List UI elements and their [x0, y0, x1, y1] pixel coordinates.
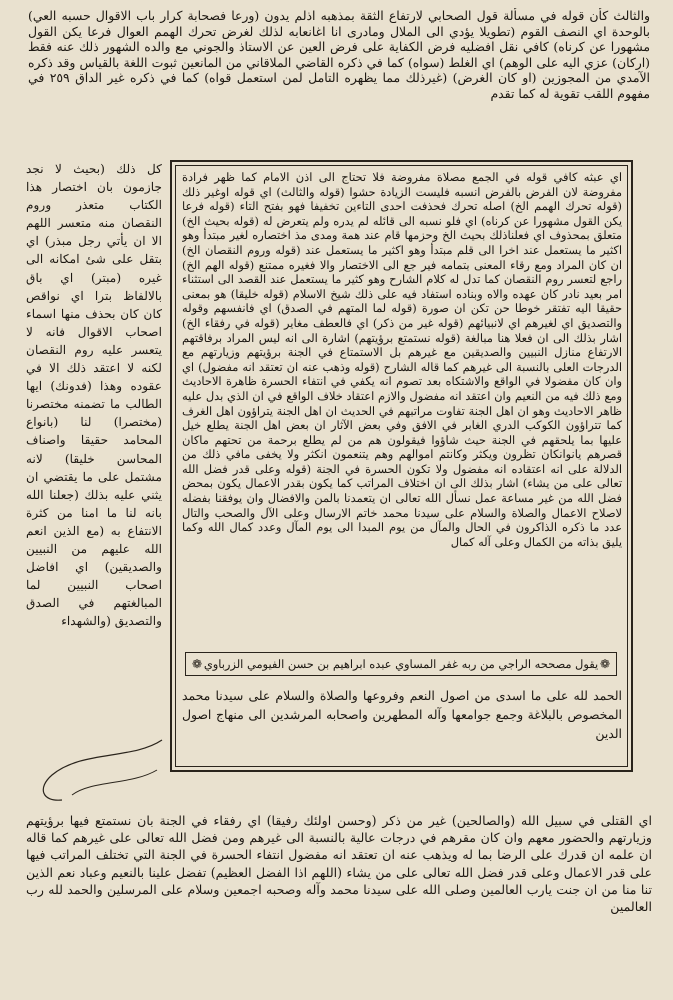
- closing-doxology: الحمد لله على ما اسدى من اصول النعم وفروعها والصلاة والسلام على سيدنا محمد المخصوص بالبلاغة وجمع جوامعها وآله المطهرين واصحابه المرشدين الى منهاج اصول الدين: [182, 688, 622, 741]
- margin-flourish-icon: [22, 730, 172, 810]
- main-text-bottom: اي القتلى في سبيل الله (والصالحين) غير من ذكر (وحسن اولئك رفيقا) اي رفقاء في الجنة بان نستمتع فيها برؤيتهم وزيارتهم والحضور معهم وان كان مقرهم في درجات عالية بالنسبة الى غيرهم ومن فضل الله تعالى على غيرهم كما قاله ان علمه ان قدرك على الرضا بما له ويذهب عنه ان تعتقد انه مفضول انتفاء الحسرة في الجنة التي تختلف المراتب فيها على قدر الاعمال وعلى قدر فضل الله تعالى على من يشاء (اللهم اذا الفضل العظيم) تفضل علينا بالنعيم وعباد نعم الذين تنا منا من ان جنت يارب العالمين وصلى الله على سيدنا محمد وآله وصحبه اجمعين وسلام على المرسلين والحمد لله رب العالمين: [26, 813, 652, 915]
- main-text-top: والثالث كأن قوله في مسألة قول الصحابي لارتفاع الثقة بمذهبه اذلم يدون (ورعا فصحابة كرار باب الاقوال حسبه العي) بالوحدة اي النصف القوم (تطويلا يؤدي الى الملال ومادرى انا اغانعابه لذلك لغرض تحرك الهمم العوال فرعا يكن القول مشهورا عن كرناه) كافي نقل افضليه فرض الكفاية على فرض العين عن الاستاذ والجوني مع والده الشهور ذلك عنه فقط (اركان) عزي اليه على الوهم) اي الغلط (سواه) كما في ذكره القاضي الملاقاني من المانعين ثبوت اللغة بالقياس وقد ذكره الآمدي من المجوزين (او كان الغرض) (غيرذلك مما يظهره التامل لمن استعمل قواه) كما في ذكره غير الداق ٢٥٩ في مفهوم اللقب تقوية له كما تقدم: [28, 8, 650, 101]
- margin-main-text: كل ذلك (بحيث لا نجد جازمون بان اختصار هذا الكتاب متعذر وروم النقصان منه متعسر اللهم الا ان يأتي رجل مبذر) اي بتقل على شئ امكانه الى غيره (مبتر) اي باق بالالفاظ بترا اي نواقص كان كان بحذف منها اسماء اصحاب الاقوال فانه لا يتعسر عليه روم النقصان لكنه لا اعتقد ذلك الا في عقوده وهذا (فدونك) ايها الطالب ما تضمنه مختصرنا (مختصرا) لنا (بانواع المحامد حقيقا واصناف المحاسن خليقا) لانه مشتمل على ما يقتضي ان يثني عليه بذلك (جعلنا الله بانه لنا ما امنا من كثرة الانتفاع به (مع الذين انعم الله عليهم من النبيين والصديقين) اي افاضل اصحاب النبيين لما المبالغتهم في الصدق والتصديق (والشهداء: [26, 162, 162, 629]
- ornament-left-icon: ❁: [192, 657, 203, 671]
- ornament-right-icon: ❁: [599, 657, 610, 671]
- colophon-box: [185, 652, 617, 676]
- colophon-text: يقول مصححه الراجي من ربه غفر المساوي عبده ابراهيم بن حسن الفيومي الزرباوي: [203, 657, 599, 671]
- commentary-text: اي عبثه كافي قوله في الجمع مصلاة مفروضة فلا تحتاج الى اذن الامام كما ظهر فرادة مفروضة لان الفرض بالفرض انسبه فليست الزيادة حشوا (قوله والثالث) اي قوله اوغير ذلك (قوله تحرك الهمم الخ) اصله تحرك فحذفت احدى التاءين تخفيفا فهو بفتح التاء (قوله فرعا يكن القول مشهورا عن كرناه) اي فلو نسبه الى قائله لم يدره ولم يتعرض له (قوله بحيث الخ) متعلق بمحذوف اي فعلناذلك بحيث الخ وحزمها قام عند همة ومدى مذ اختصاره لغير مبتدأ وهو اكثير ما يستعمل عند اخرا الى قلم مبتدأ وهو اكثير ما يستعمل عند (قوله وروم النقصان الخ) ان كان المراد ومع رقاء المعنى بتمامه فير جع الى الاختصار والا فغيره ممتنع (قوله الهم الخ) راجع لتعسر روم النقصان كما تدل له كلام الشارح وهو كثير ما يستعمل عند القصد الى استثناء امر بعيد نادر كان عهده والاه وبناده استفاد فيه على ذلك شيخ الاسلام (قوله خليقا) هو بمعنى حقيقا اليه تفتقر خوطا حن تكن ان صورة (قوله لما المتهم في الصدق) اي فانفسهم وقوله والتصديق اي لغيرهم اي لانبيائهم (قوله غير من ذكر) اي فالعطف مغاير (قوله في رفقاء الخ) اشار بذلك الى ان فعلا هنا مبالغة (قوله نستمتع برؤيتهم) اشارة الى انه ليس المراد برفاقتهم الارتفاع منازل النبيين والصديقين مع غيرهم بل الاستمتاع في الجنة برؤيتهم وزيارتهم مع الدرجات العلى بالنسبة الى غيرهم كما قاله الشارح (قوله وذهب عنه ان تعتقد انه مفضول) اي وان كان مفضولا في الواقع والاشتكاه بعد تصوم انه يكفي في انتفاء الحسرة ظاهرة الاحاديث ومع ذلك فيه من النعيم وان اعتقد انه مفضول والازم اعتقاد خلاف الواقع في ان الذي بدل عليه ظاهر الاحاديث وهو ان اهل الجنة تفاوت مراتبهم في الحديث ان اهل الجنة يتراؤون اهل الغرف كما تتراؤون الكوكب الدري الغابر في الافق وفي بعض الآثار ان بعض اهل الجنة يطلع خيل عليها بما يلحقهم في الجنة حيث شاؤوا فيقولون هم من لم يطلع برحمة من تحتهم ماكان قصرهم يانوانكان تظرون ويكثر وكانتم اموالهم وهم يتنعمون انكثر ولا يخفى مافي ذلك من الدلالة على انه اعتقاده انه مفضول ولا تكون الحسرة في الجنة (قوله وعلى قدر فضل الله تعالى على من يشاء) اشار بذلك الى ان اختلاف المراتب كما يكون بقدر الاعمال يكون بمحض فضل الله من غير مساعة عمل نسأل الله تعالى ان يتعمدنا بالمن والافضال وان يوفقنا بفضله لاصلاح الاعمال والصلاة والسلام على سيدنا محمد خاتم الارسال وعلى الآل والصحب والتال عدد ما ذكره الذاكرون في الحال والمآل من يوم المبدا الى يوم المآل وعدد كمال الله وكما يليق بذاته من الكمال وعلى آله كمال: [182, 170, 622, 549]
